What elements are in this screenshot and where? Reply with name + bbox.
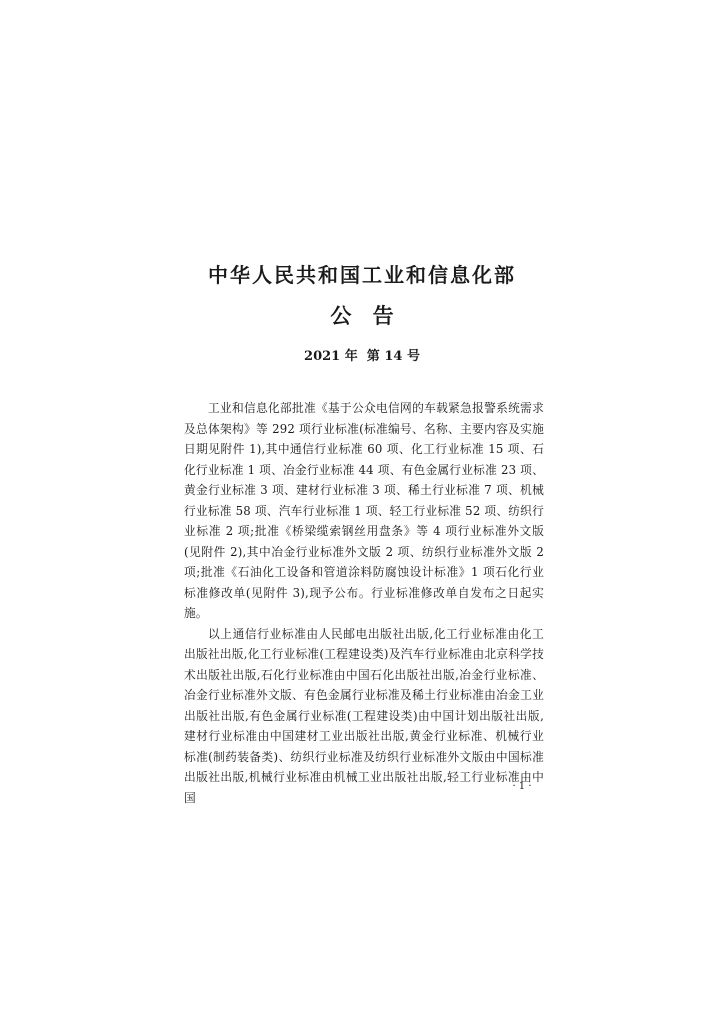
document-number: 2021 年 第 14 号 — [304, 349, 420, 364]
body-paragraph: 工业和信息化部批准《基于公众电信网的车载紧急报警系统需求及总体架构》等 292 项行业标准(标准编号、名称、主要内容及实施日期见附件 1),其中通信行业标准 60 项、化工行业标准 15 项、石化行业标准 1 项、冶金行业标准 44 项、有色金属行业标准 23 项、黄金行业标准 3 项、建材行业标准 3 项、稀土行业标准 7 项、机械行业标准 58 项、汽车行业标准 1 项、轻工行业标准 52 项、纺织行业标准 2 项;批准《桥梁缆索钢丝用盘条》等 4 项行业标准外文版(见附件 2),其中冶金行业标准外文版 2 项、纺织行业标准外文版 2 项;批准《石油化工设备和管道涂料防腐蚀设计标准》1 项石化行业标准修改单(见附件 3),现予公布。行业标准修改单自发布之日起实施。 — [184, 401, 544, 620]
document-title: 公 告 — [330, 304, 394, 328]
body-paragraph: 以上通信行业标准由人民邮电出版社出版,化工行业标准由化工出版社出版,化工行业标准(工程建设类)及汽车行业标准由北京科学技术出版社出版,石化行业标准由中国石化出版社出版,冶金行业标准、冶金行业标准外文版、有色金属行业标准及稀土行业标准由冶金工业出版社出版,有色金属行业标准(工程建设类)由中国计划出版社出版,建材行业标准由中国建材工业出版社出版,黄金行业标准、机械行业标准(制药装备类)、纺织行业标准及纺织行业标准外文版由中国标准出版社出版,机械行业标准由机械工业出版社出版,轻工行业标准由中国 — [184, 626, 544, 805]
page-number: · 1 · — [512, 781, 532, 792]
document-body — [184, 398, 544, 808]
issuing-authority: 中华人民共和国工业和信息化部 — [208, 263, 516, 287]
